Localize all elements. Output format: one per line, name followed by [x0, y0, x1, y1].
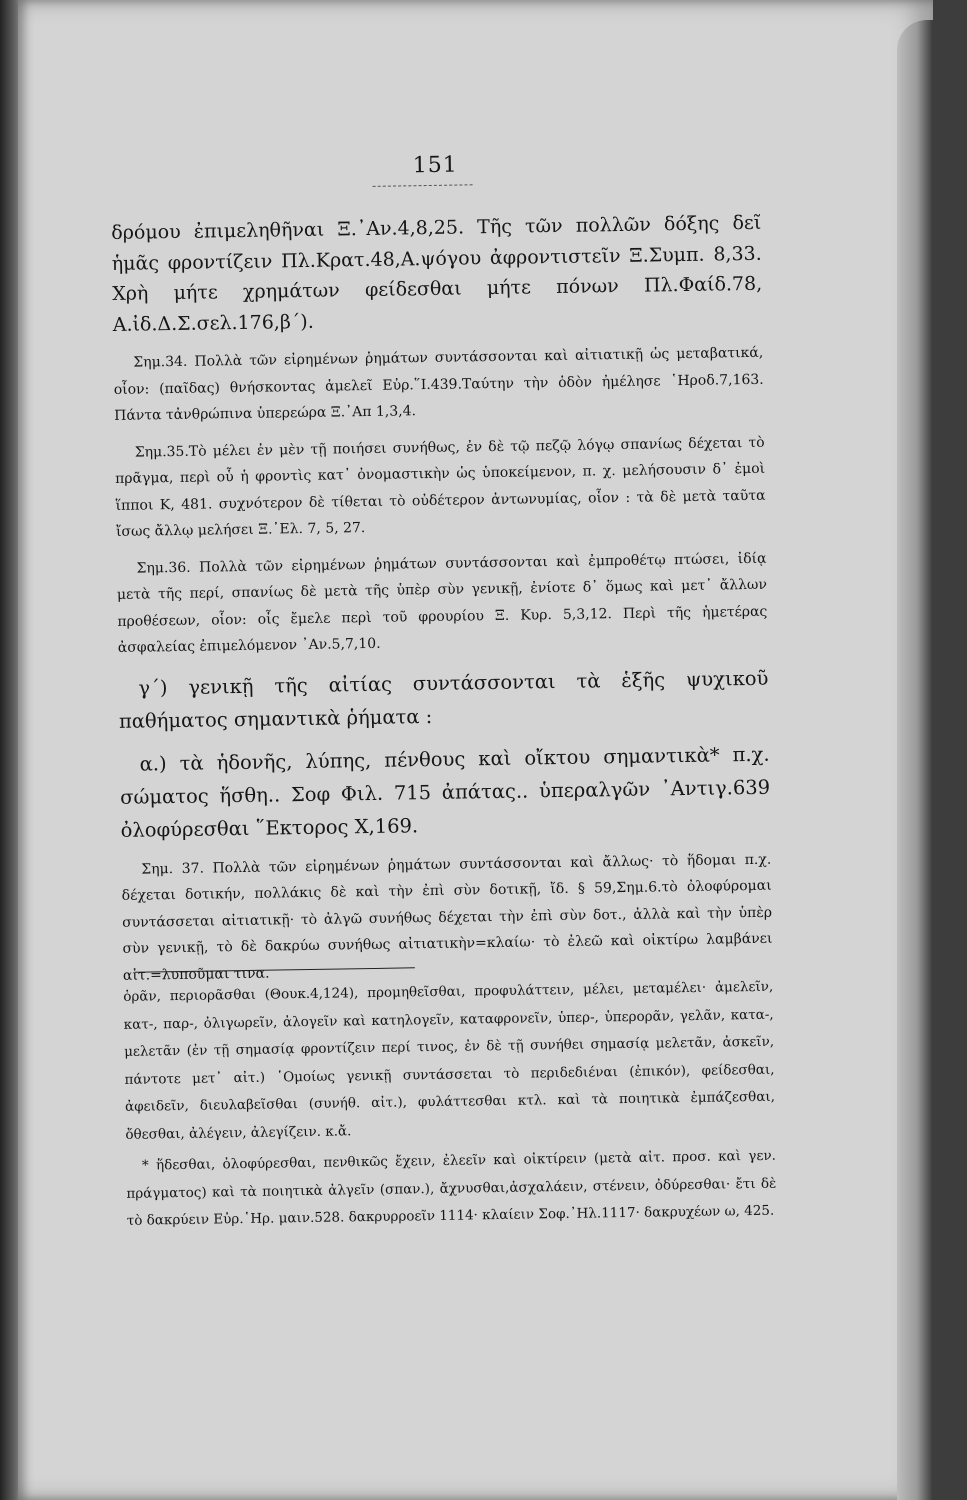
main-paragraph-text: δρόμου ἐπιμεληθῆναι Ξ.᾿Αν.4,8,25. Τῆς τῶν πολλῶν δόξης δεῖ ἡμᾶς φροντίζειν Πλ.Κρατ.48,Α.ψόγου ἀφροντιστεῖν Ξ.Συμπ. 8,33. Χρὴ μήτε χρημάτων φείδεσθαι μήτε πόνων Πλ.Φαίδ.78, — [111, 211, 763, 305]
page-content — [110, 140, 777, 1229]
page-number: 151 — [412, 152, 458, 179]
footnote-star: * ἥδεσθαι, ὀλοφύρεσθαι, πενθικῶς ἔχειν, ἐλεεῖν καὶ οἰκτίρειν (μετὰ αἰτ. προσ. καὶ γεν. πράγματος) καὶ τὰ ποιητικὰ ἀλγεῖν (σπαν.), ἄχνυσθαι,ἀσχαλάειν, στένειν, ὀδύρεσθαι· ἔτι δὲ τὸ δακρύειν Εὐρ.῾Ηρ. μαιν.528. δακρυρροεῖν 1114· κλαίειν Σοφ.᾿Ηλ.1117· δακρυχέων ω, 425. — [126, 1147, 777, 1229]
note-36: Σημ.36. Πολλὰ τῶν εἰρημένων ῥημάτων συντάσσονται καὶ ἐμπροθέτῳ πτώσει, ἰδίᾳ μετὰ τῆς περί, σπανίως δὲ μετὰ τῆς ὑπὲρ σὺν γενικῇ, ἐνίοτε δ᾿ ὅμως καὶ μετ᾿ ἄλλων προθέσεων, οἷον: οἷς ἔμελε περὶ τοῦ φρουρίου Ξ. Κυρ. 5,3,12. Περὶ τῆς ἡμετέρας ἀσφαλείας ἐπιμελόμενον ᾿Αν.5,7,10. — [116, 550, 768, 656]
body-text — [111, 208, 773, 989]
page-curl-edge — [897, 20, 933, 1500]
note-34: Σημ.34. Πολλὰ τῶν εἰρημένων ῥημάτων συντάσσονται καὶ αἰτιατικῇ ὡς μεταβατικά, οἷον: (παῖδας) θνήσκοντας ἀμελεῖ Εὐρ.῞Ι.439.Ταύτην τὴν ὁδὸν ἠμέλησε ῾Ηροδ.7,163. Πάντα τἀνθρώπινα ὑπερεώρα Ξ.᾿Απ 1,3,4. — [113, 344, 764, 424]
footnote-continuation: ὁρᾶν, περιορᾶσθαι (Θουκ.4,124), προμηθεῖσθαι, προφυλάττειν, μέλει, μεταμέλει· ἀμελεῖν, κατ-, παρ-, ὀλιγωρεῖν, ἀλογεῖν καὶ κατηλογεῖν, καταφρονεῖν, ὑπερ-, ὑπερορᾶν, γελᾶν, κατα-, μελετᾶν (ἐν τῇ σημασίᾳ φροντίζειν περί τινος, ἐν δὲ τῇ συνήθει σημασίᾳ μελετᾶν, ἀσκεῖν, πάντοτε μετ᾿ αἰτ.) ῾Ομοίως γενικῇ συντάσσεται τὸ περιδεδιέναι (ἐπικόν), φείδεσθαι, ἀφειδεῖν, διευλαβεῖσθαι (συνήθ. αἰτ.), φυλάττεσθαι κτλ. καὶ τὰ ποιητικὰ ἐμπάζεσθαι, ὄθεσθαι, ἀλέγειν, ἀλεγίζειν. κ.ἄ. — [123, 978, 776, 1143]
page-number-rule — [373, 184, 473, 187]
section-gamma: γ΄) γενικῇ τῆς αἰτίας συντάσσονται τὰ ἑξῆς ψυχικοῦ παθήματος σημαντικὰ ῥήματα : — [118, 666, 769, 733]
page-sheet — [18, 0, 933, 1500]
note-35: Σημ.35.Τὸ μέλει ἐν μὲν τῇ ποιήσει συνήθως, ἐν δὲ τῷ πεζῷ λόγῳ σπανίως δέχεται τὸ πρᾶγμα, περὶ οὗ ἡ φροντὶς κατ᾿ ὀνομαστικὴν ὡς ὑποκείμενον, π. χ. μελήσουσιν δ᾿ ἐμοὶ ἵπποι Κ, 481. συχνότερον δὲ τίθεται τὸ οὐδέτερον ἀντωνυμίας, οἷον : τὰ δὲ μετὰ ταῦτα ἴσως ἄλλῳ μελήσει Ξ.᾿Ελ. 7, 5, 27. — [115, 434, 766, 540]
item-alpha: α.) τὰ ἡδονῆς, λύπης, πένθους καὶ οἴκτου σημαντικὰ* π.χ. σώματος ἥσθη.. Σοφ Φιλ. 715 ἀπάτας.. ὑπεραλγῶν ᾿Αντιγ.639 ὀλοφύρεσθαι ῞Εκτορος Χ,169. — [119, 742, 771, 842]
note-37: Σημ. 37. Πολλὰ τῶν εἰρημένων ῥημάτων συντάσσονται καὶ ἄλλως· τὸ ἥδομαι π.χ. δέχεται δοτικήν, πολλάκις δὲ καὶ τὴν ἐπὶ σὺν δοτικῇ, ἴδ. § 59,Σημ.6.τὸ ὀλοφύρομαι συντάσσεται αἰτιατικῇ· τὸ ἀλγῶ συνήθως δέχεται τὴν ἐπὶ σὺν δοτ., ἀλλὰ καὶ τὴν ὑπὲρ σὺν γενικῇ, τὸ δὲ δακρύω συνήθως αἰτιατικὴν=κλαίω· τὸ ἐλεῶ καὶ οἰκτίρω λαμβάνει αἰτ.=λυποῦμαι τινα. — [121, 851, 773, 984]
footnotes — [123, 974, 777, 1236]
main-paragraph — [111, 208, 763, 340]
main-paragraph-last-line: Α.ἰδ.Δ.Σ.σελ.176,β΄). — [112, 310, 314, 336]
